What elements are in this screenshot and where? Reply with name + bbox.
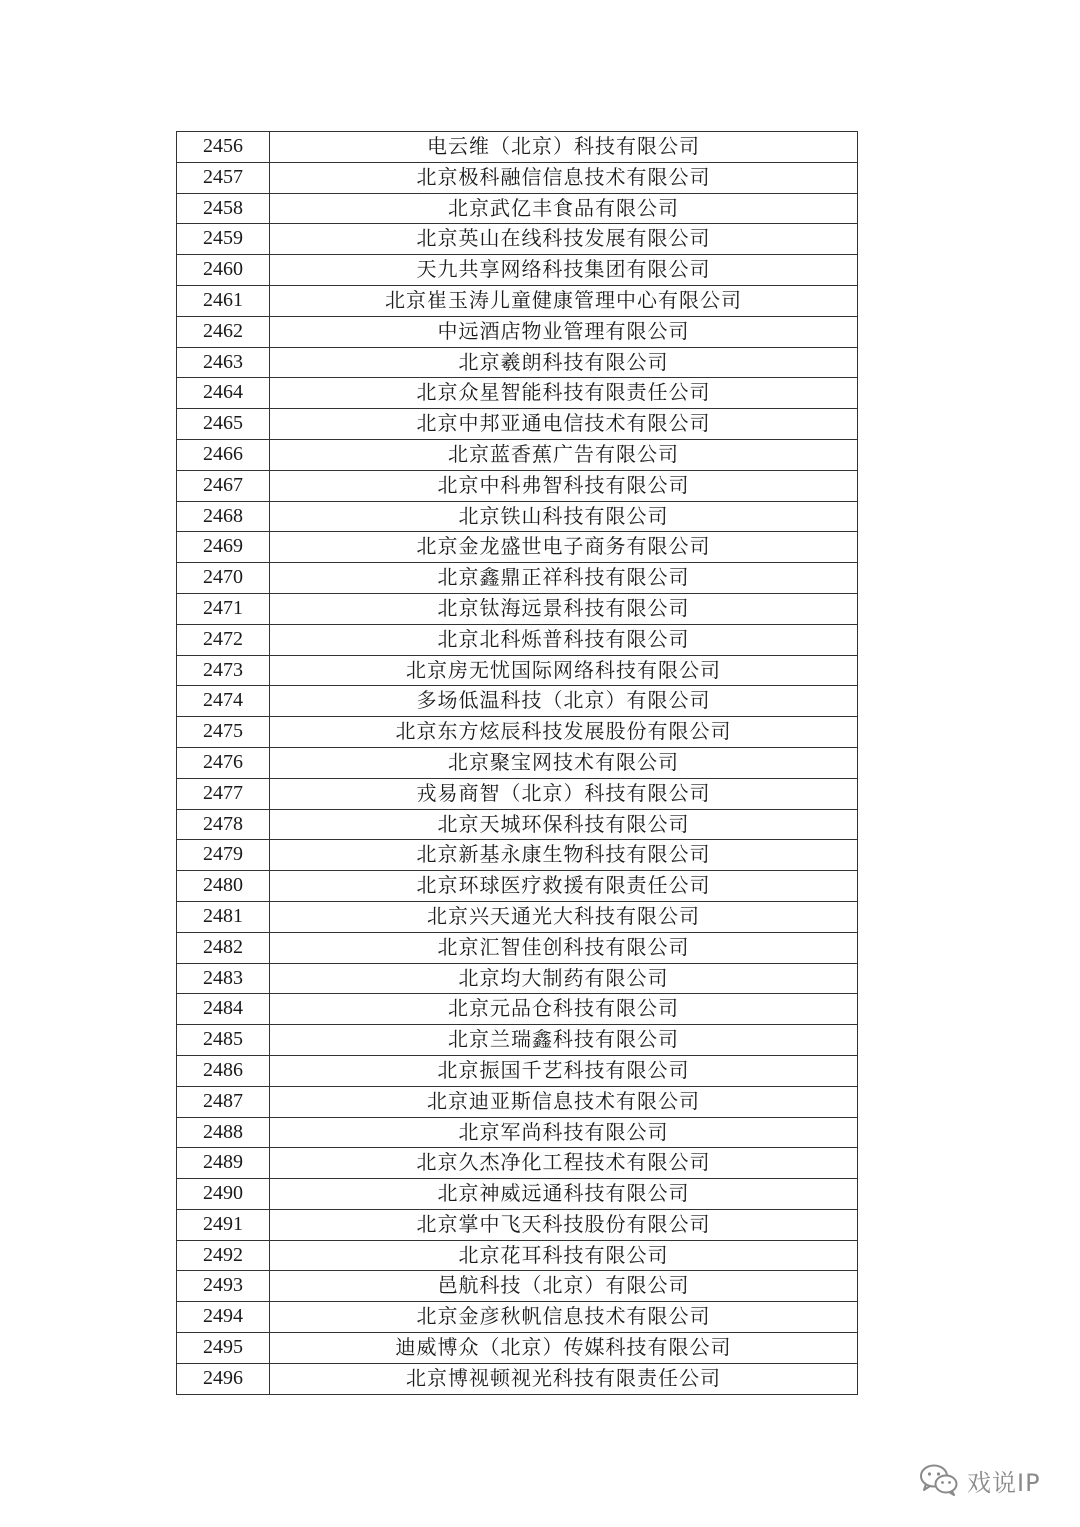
company-name: 北京天城环保科技有限公司	[270, 809, 858, 840]
table-row	[177, 255, 858, 286]
row-number: 2461	[177, 285, 270, 316]
table-row	[177, 932, 858, 963]
table-row	[177, 1179, 858, 1210]
company-name: 北京聚宝网技术有限公司	[270, 747, 858, 778]
table-row	[177, 1148, 858, 1179]
table-row	[177, 409, 858, 440]
row-number: 2483	[177, 963, 270, 994]
row-number: 2493	[177, 1271, 270, 1302]
company-name: 北京花耳科技有限公司	[270, 1240, 858, 1271]
table-row	[177, 470, 858, 501]
table-row	[177, 1209, 858, 1240]
table-row	[177, 1117, 858, 1148]
row-number: 2459	[177, 224, 270, 255]
company-name: 北京兴天通光大科技有限公司	[270, 901, 858, 932]
row-number: 2488	[177, 1117, 270, 1148]
table-row	[177, 563, 858, 594]
table-row	[177, 347, 858, 378]
row-number: 2464	[177, 378, 270, 409]
row-number: 2481	[177, 901, 270, 932]
row-number: 2494	[177, 1302, 270, 1333]
table-row	[177, 840, 858, 871]
table-row	[177, 285, 858, 316]
table-row	[177, 994, 858, 1025]
row-number: 2462	[177, 316, 270, 347]
row-number: 2477	[177, 778, 270, 809]
table-row	[177, 316, 858, 347]
table-row	[177, 378, 858, 409]
company-name: 天九共享网络科技集团有限公司	[270, 255, 858, 286]
table-row	[177, 1363, 858, 1394]
row-number: 2491	[177, 1209, 270, 1240]
company-name: 戎易商智（北京）科技有限公司	[270, 778, 858, 809]
company-name: 北京金龙盛世电子商务有限公司	[270, 532, 858, 563]
company-name: 北京元品仓科技有限公司	[270, 994, 858, 1025]
table-row	[177, 655, 858, 686]
table-row	[177, 717, 858, 748]
company-name: 北京铁山科技有限公司	[270, 501, 858, 532]
row-number: 2476	[177, 747, 270, 778]
company-name: 北京武亿丰食品有限公司	[270, 193, 858, 224]
company-name: 北京东方炫辰科技发展股份有限公司	[270, 717, 858, 748]
row-number: 2456	[177, 132, 270, 163]
company-name: 北京掌中飞天科技股份有限公司	[270, 1209, 858, 1240]
company-name: 北京英山在线科技发展有限公司	[270, 224, 858, 255]
row-number: 2466	[177, 439, 270, 470]
table-row	[177, 963, 858, 994]
company-name: 北京新基永康生物科技有限公司	[270, 840, 858, 871]
company-name: 北京迪亚斯信息技术有限公司	[270, 1086, 858, 1117]
row-number: 2485	[177, 1025, 270, 1056]
row-number: 2474	[177, 686, 270, 717]
company-name: 北京羲朗科技有限公司	[270, 347, 858, 378]
company-name: 邑航科技（北京）有限公司	[270, 1271, 858, 1302]
row-number: 2465	[177, 409, 270, 440]
company-name: 北京众星智能科技有限责任公司	[270, 378, 858, 409]
company-name: 北京兰瑞鑫科技有限公司	[270, 1025, 858, 1056]
company-name: 北京环球医疗救援有限责任公司	[270, 871, 858, 902]
company-name: 北京鑫鼎正祥科技有限公司	[270, 563, 858, 594]
company-name: 北京均大制药有限公司	[270, 963, 858, 994]
row-number: 2496	[177, 1363, 270, 1394]
company-name: 北京房无忧国际网络科技有限公司	[270, 655, 858, 686]
watermark-text: 戏说IP	[967, 1468, 1041, 1497]
company-name: 电云维（北京）科技有限公司	[270, 132, 858, 163]
table-row	[177, 532, 858, 563]
company-name: 北京军尚科技有限公司	[270, 1117, 858, 1148]
company-table	[176, 131, 858, 1395]
row-number: 2482	[177, 932, 270, 963]
row-number: 2472	[177, 624, 270, 655]
table-row	[177, 1302, 858, 1333]
company-name: 北京崔玉涛儿童健康管理中心有限公司	[270, 285, 858, 316]
row-number: 2486	[177, 1055, 270, 1086]
table-row	[177, 1240, 858, 1271]
table-row	[177, 1271, 858, 1302]
company-name: 北京中邦亚通电信技术有限公司	[270, 409, 858, 440]
row-number: 2457	[177, 162, 270, 193]
table-row	[177, 871, 858, 902]
row-number: 2463	[177, 347, 270, 378]
row-number: 2487	[177, 1086, 270, 1117]
row-number: 2492	[177, 1240, 270, 1271]
company-list-sheet	[176, 131, 858, 1395]
table-row	[177, 778, 858, 809]
company-name: 北京中科弗智科技有限公司	[270, 470, 858, 501]
table-row	[177, 132, 858, 163]
company-name: 北京博视顿视光科技有限责任公司	[270, 1363, 858, 1394]
row-number: 2478	[177, 809, 270, 840]
company-table-body	[177, 132, 858, 1395]
company-name: 北京蓝香蕉广告有限公司	[270, 439, 858, 470]
row-number: 2470	[177, 563, 270, 594]
row-number: 2471	[177, 593, 270, 624]
row-number: 2460	[177, 255, 270, 286]
company-name: 北京久杰净化工程技术有限公司	[270, 1148, 858, 1179]
company-name: 北京汇智佳创科技有限公司	[270, 932, 858, 963]
table-row	[177, 162, 858, 193]
row-number: 2489	[177, 1148, 270, 1179]
row-number: 2495	[177, 1333, 270, 1364]
table-row	[177, 593, 858, 624]
table-row	[177, 1333, 858, 1364]
table-row	[177, 193, 858, 224]
row-number: 2480	[177, 871, 270, 902]
table-row	[177, 624, 858, 655]
row-number: 2469	[177, 532, 270, 563]
wechat-icon	[919, 1463, 959, 1497]
company-name: 迪威博众（北京）传媒科技有限公司	[270, 1333, 858, 1364]
watermark	[919, 1460, 1041, 1500]
company-name: 多场低温科技（北京）有限公司	[270, 686, 858, 717]
table-row	[177, 747, 858, 778]
company-name: 中远酒店物业管理有限公司	[270, 316, 858, 347]
table-row	[177, 686, 858, 717]
row-number: 2479	[177, 840, 270, 871]
table-row	[177, 1055, 858, 1086]
row-number: 2468	[177, 501, 270, 532]
row-number: 2490	[177, 1179, 270, 1210]
table-row	[177, 224, 858, 255]
company-name: 北京金彦秋帆信息技术有限公司	[270, 1302, 858, 1333]
row-number: 2484	[177, 994, 270, 1025]
company-name: 北京极科融信信息技术有限公司	[270, 162, 858, 193]
company-name: 北京神威远通科技有限公司	[270, 1179, 858, 1210]
company-name: 北京振国千艺科技有限公司	[270, 1055, 858, 1086]
company-name: 北京北科烁普科技有限公司	[270, 624, 858, 655]
company-name: 北京钛海远景科技有限公司	[270, 593, 858, 624]
table-row	[177, 901, 858, 932]
table-row	[177, 439, 858, 470]
row-number: 2473	[177, 655, 270, 686]
row-number: 2467	[177, 470, 270, 501]
table-row	[177, 1025, 858, 1056]
table-row	[177, 1086, 858, 1117]
table-row	[177, 809, 858, 840]
row-number: 2475	[177, 717, 270, 748]
table-row	[177, 501, 858, 532]
row-number: 2458	[177, 193, 270, 224]
